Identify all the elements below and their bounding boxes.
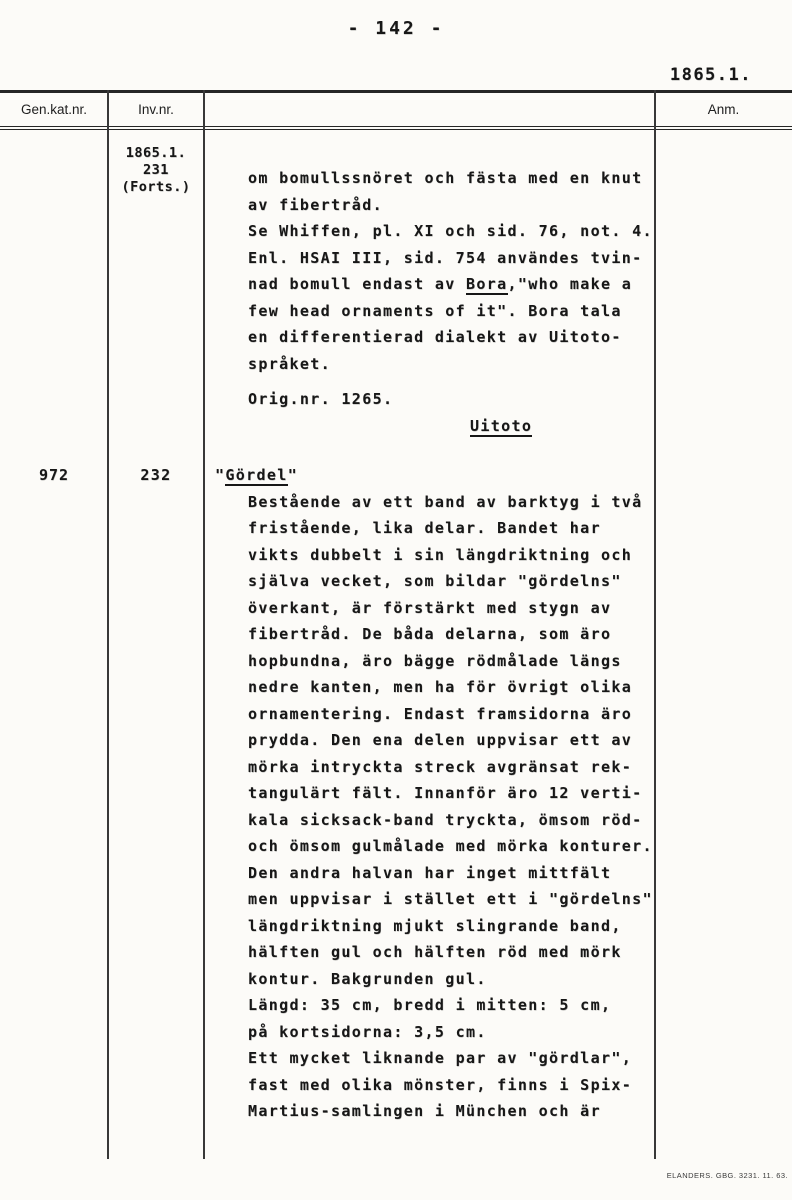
text-line	[248, 780, 655, 807]
text-segment: språket.	[248, 354, 332, 373]
text-line	[248, 165, 655, 192]
catalog-table	[0, 90, 792, 1159]
entry-text	[204, 145, 655, 439]
anm-value	[655, 145, 792, 439]
text-segment: fast med olika mönster, finns i Spix-	[248, 1075, 633, 1094]
text-line	[248, 386, 655, 413]
text-line	[248, 324, 655, 351]
text-line	[215, 462, 655, 489]
text-line	[248, 489, 655, 516]
text-segment: hälften gul och hälften röd med mörk	[248, 943, 622, 961]
text-line	[248, 886, 655, 913]
inv-nr-line	[108, 162, 204, 179]
text-segment: kala sicksack-band tryckta, ömsom röd-	[248, 810, 643, 829]
text-line	[248, 1019, 655, 1046]
text-segment: Se Whiffen, pl. XI och sid. 76, not. 4.	[248, 222, 653, 240]
text-segment: längdriktning mjukt slingrande band,	[248, 916, 622, 935]
text-segment: ornamentering. Endast framsidorna äro	[248, 704, 633, 723]
page-number: - 142 -	[347, 18, 445, 39]
column-header-inv-nr: Inv.nr.	[138, 102, 174, 117]
column-header-anm: Anm.	[707, 102, 740, 117]
text-segment: på kortsidorna: 3,5 cm.	[248, 1022, 487, 1041]
table-header-row	[0, 90, 792, 130]
catalog-entry	[0, 145, 792, 439]
text-line	[248, 245, 655, 272]
text-segment: Martius-samlingen i München och är	[248, 1102, 601, 1120]
text-line	[248, 727, 655, 754]
underlined-text: Gördel	[225, 466, 288, 484]
printer-mark: ELANDERS. GBG. 3231. 11. 63.	[666, 1171, 788, 1180]
text-segment: fristående, lika delar. Bandet har	[248, 519, 601, 537]
text-segment: 232	[140, 466, 172, 484]
text-line	[248, 595, 655, 622]
text-segment: om bomullssnöret och fästa med en knut	[248, 169, 643, 187]
text-line	[248, 860, 655, 887]
text-segment: hopbundna, äro bägge rödmålade längs	[248, 651, 622, 670]
text-segment: kontur. Bakgrunden gul.	[248, 969, 487, 988]
text-line	[248, 674, 655, 701]
text-segment: själva vecket, som bildar "gördelns"	[248, 572, 622, 590]
text-line	[248, 1098, 655, 1125]
inv-nr-line	[108, 179, 204, 196]
text-line	[248, 939, 655, 966]
text-segment: nad bomull endast av	[248, 275, 466, 293]
text-line	[248, 298, 655, 325]
text-segment: 1865.1.	[125, 145, 187, 161]
inv-nr-line	[108, 145, 204, 162]
text-line	[248, 1072, 655, 1099]
anm-value	[655, 462, 792, 1125]
text-segment: nedre kanten, men ha för övrigt olika	[248, 678, 633, 696]
text-line	[248, 1045, 655, 1072]
column-header-gen-kat-nr: Gen.kat.nr.	[20, 102, 88, 117]
text-line	[248, 568, 655, 595]
text-segment: överkant, är förstärkt med stygn av	[248, 598, 612, 617]
text-line	[470, 413, 655, 440]
gen-kat-nr-value: 972	[38, 466, 70, 484]
text-line	[248, 621, 655, 648]
text-segment: Längd: 35 cm, bredd i mitten: 5 cm,	[248, 996, 612, 1014]
text-segment: och ömsom gulmålade med mörka konturer.	[248, 837, 653, 855]
text-segment: Den andra halvan har inget mittfält	[248, 863, 612, 882]
table-body	[0, 130, 792, 1159]
text-segment: (Forts.)	[121, 179, 191, 195]
text-segment: few head ornaments of it". Bora tala	[248, 301, 622, 320]
text-segment: Enl. HSAI III, sid. 754 användes tvin-	[248, 248, 643, 267]
text-segment: en differentierad dialekt av Uitoto-	[248, 328, 622, 346]
year-reference: 1865.1.	[669, 65, 752, 85]
text-line	[248, 966, 655, 993]
text-line	[248, 515, 655, 542]
text-line	[248, 754, 655, 781]
text-segment: men uppvisar i stället ett i "gördelns"	[248, 890, 653, 908]
text-line	[248, 351, 655, 378]
text-segment: fibertråd. De båda delarna, som äro	[248, 625, 612, 643]
text-segment: 231	[143, 162, 169, 178]
text-line	[248, 192, 655, 219]
text-segment: ,"who make a	[507, 275, 633, 293]
text-segment: "	[215, 466, 226, 484]
text-segment: Ett mycket liknande par av "gördlar",	[248, 1049, 633, 1067]
text-segment: prydda. Den ena delen uppvisar ett av	[248, 731, 633, 749]
text-line	[248, 913, 655, 940]
text-segment: "	[287, 466, 299, 484]
text-line	[248, 807, 655, 834]
underlined-text: Bora	[466, 275, 508, 293]
gen-kat-nr-value	[0, 145, 108, 439]
text-line	[248, 833, 655, 860]
text-segment: mörka intryckta streck avgränsat rek-	[248, 757, 633, 776]
catalog-entry	[0, 462, 792, 1125]
text-line	[108, 462, 204, 489]
text-line	[248, 992, 655, 1019]
text-line	[248, 218, 655, 245]
text-segment: av fibertråd.	[248, 195, 383, 214]
inv-nr-value	[108, 462, 204, 1125]
text-line	[248, 701, 655, 728]
text-line	[248, 271, 655, 298]
text-line	[248, 542, 655, 569]
text-line	[248, 648, 655, 675]
text-segment: tangulärt fält. Innanför äro 12 verti-	[248, 784, 643, 802]
text-segment: vikts dubbelt i sin längdriktning och	[248, 545, 633, 564]
text-segment: Bestående av ett band av barktyg i två	[248, 492, 643, 511]
text-segment: Orig.nr. 1265.	[248, 390, 394, 408]
underlined-text: Uitoto	[470, 416, 533, 435]
inv-nr-value	[108, 145, 204, 439]
entry-text	[204, 462, 655, 1125]
